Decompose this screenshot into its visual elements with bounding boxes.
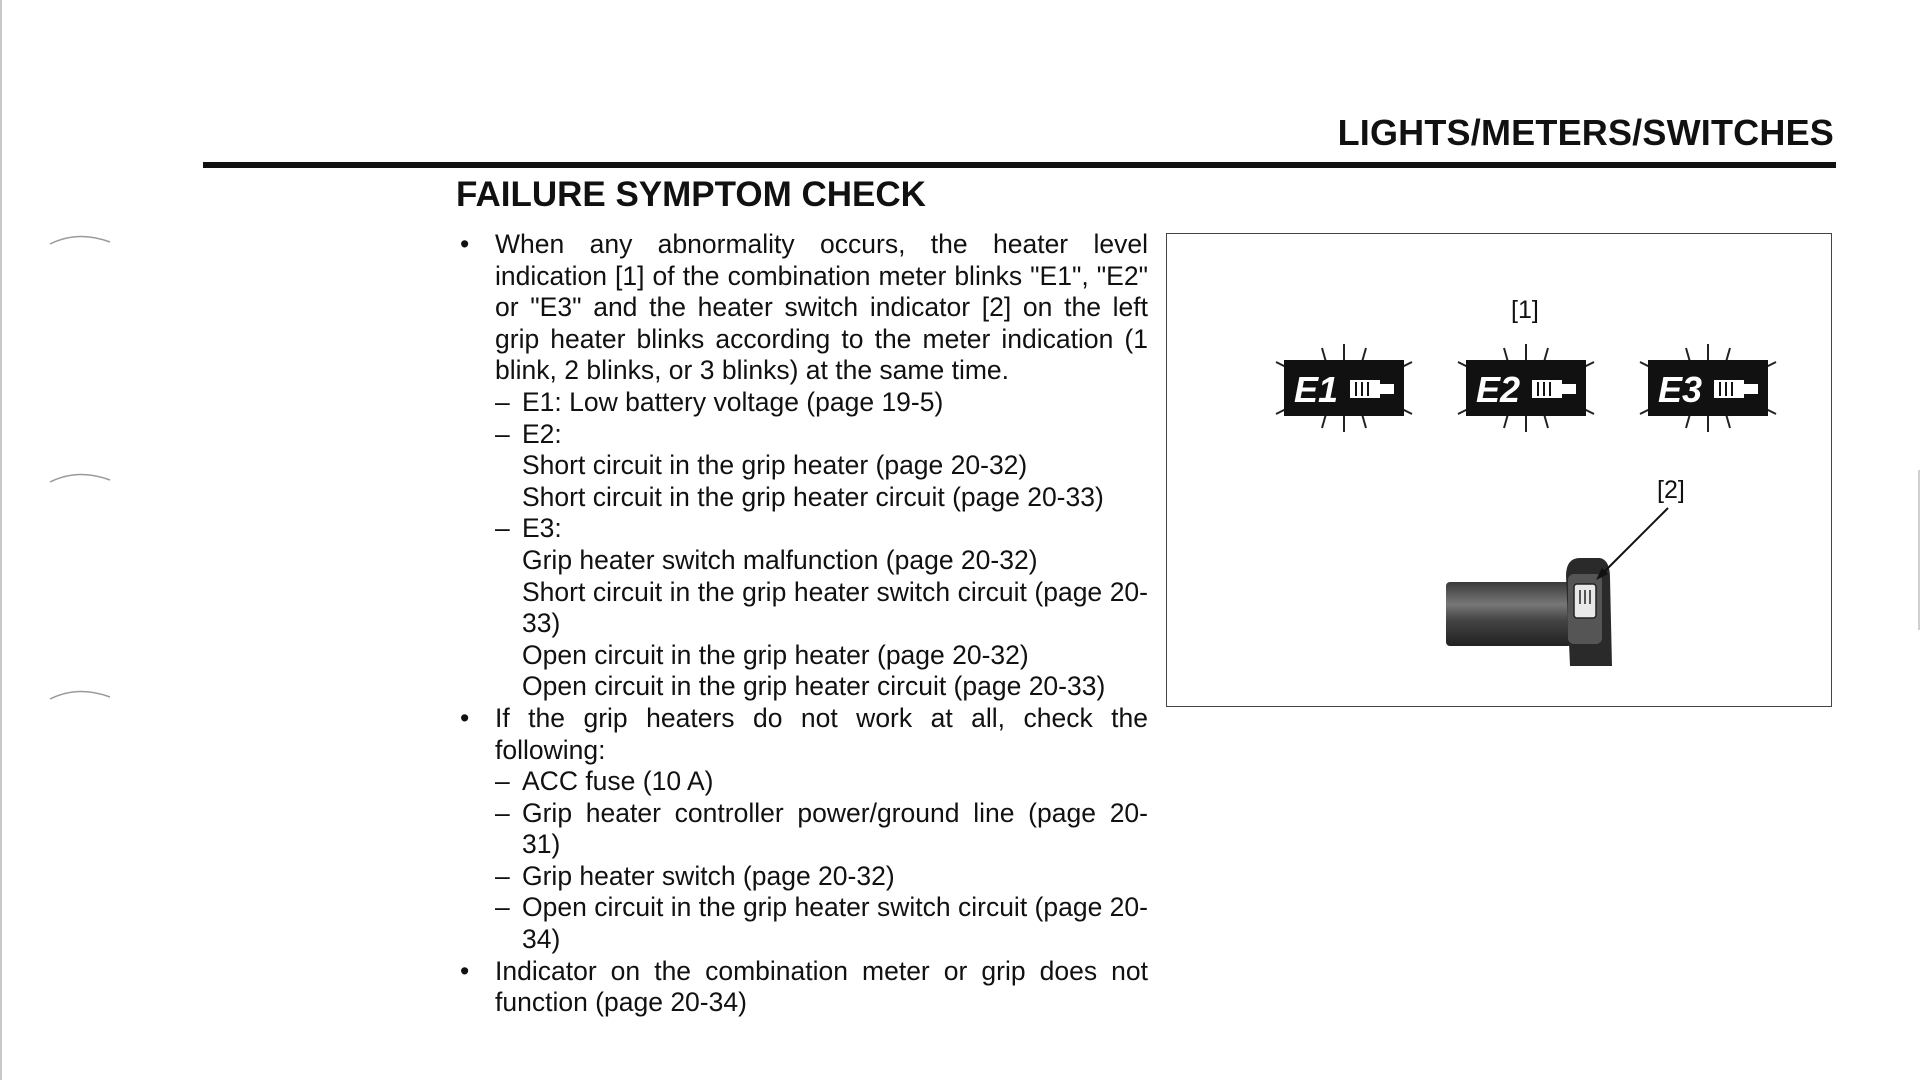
detail-line: Grip heater switch malfunction (page 20-32) <box>522 544 1038 575</box>
sub-item-e2-label: – E2: <box>495 419 1148 451</box>
sub-item-e1: – E1: Low battery voltage (page 19-5) <box>495 387 1148 419</box>
display-code: E2 <box>1476 369 1521 410</box>
check-item: – Grip heater controller power/ground line (page 20-31) <box>495 798 1148 861</box>
bullet-text: • When any abnormality occurs, the heater level indication [1] of the combination meter blinks "E1", "E2" or "E3" and the heater switch indicator [2] on the left grip heater blinks according to the meter indication (1 blink, 2 blinks, or 3 blinks) at the same time. <box>495 229 1148 386</box>
display-code: E3 <box>1658 369 1703 410</box>
check-item: – ACC fuse (10 A) <box>495 766 1148 798</box>
sub-item-e3-detail <box>495 545 1148 703</box>
binder-hole-mark <box>48 460 112 500</box>
left-grip-heater-illustration <box>1440 500 1680 680</box>
check-item: – Grip heater switch (page 20-32) <box>495 861 1148 893</box>
meter-display-e1 <box>1270 340 1418 436</box>
sub-item-e3-label: – E3: <box>495 513 1148 545</box>
binder-hole-mark <box>48 677 112 717</box>
callout-label-1: [1] <box>1511 296 1539 324</box>
bullet-item <box>456 229 1148 703</box>
header-rule <box>203 162 1836 168</box>
bullet-item <box>456 956 1148 1019</box>
check-item: – Open circuit in the grip heater switch circuit (page 20-34) <box>495 892 1148 955</box>
detail-line: Open circuit in the grip heater (page 20-32) <box>522 639 1029 670</box>
section-title: FAILURE SYMPTOM CHECK <box>456 175 926 214</box>
chapter-title: LIGHTS/METERS/SWITCHES <box>1337 112 1834 153</box>
bullet-text: • If the grip heaters do not work at all, check the following: <box>495 702 1148 765</box>
bullet-item <box>456 703 1148 956</box>
meter-display-e3 <box>1634 340 1782 436</box>
display-code: E1 <box>1294 369 1339 410</box>
detail-line: Short circuit in the grip heater switch circuit (page 20-33) <box>522 576 1148 639</box>
sub-item-e2-detail <box>495 450 1148 513</box>
meter-display-e2 <box>1452 340 1600 436</box>
bullet-text: • Indicator on the combination meter or grip does not function (page 20-34) <box>495 955 1148 1018</box>
detail-line: Open circuit in the grip heater circuit (page 20-33) <box>522 671 1106 702</box>
callout-label-2: [2] <box>1657 476 1685 504</box>
detail-line: Short circuit in the grip heater circuit (page 20-33) <box>522 481 1104 512</box>
symptom-text <box>456 229 1148 1019</box>
detail-line: Short circuit in the grip heater (page 20-32) <box>522 450 1028 481</box>
binder-hole-mark <box>48 222 112 262</box>
page-left-edge <box>0 0 2 1080</box>
